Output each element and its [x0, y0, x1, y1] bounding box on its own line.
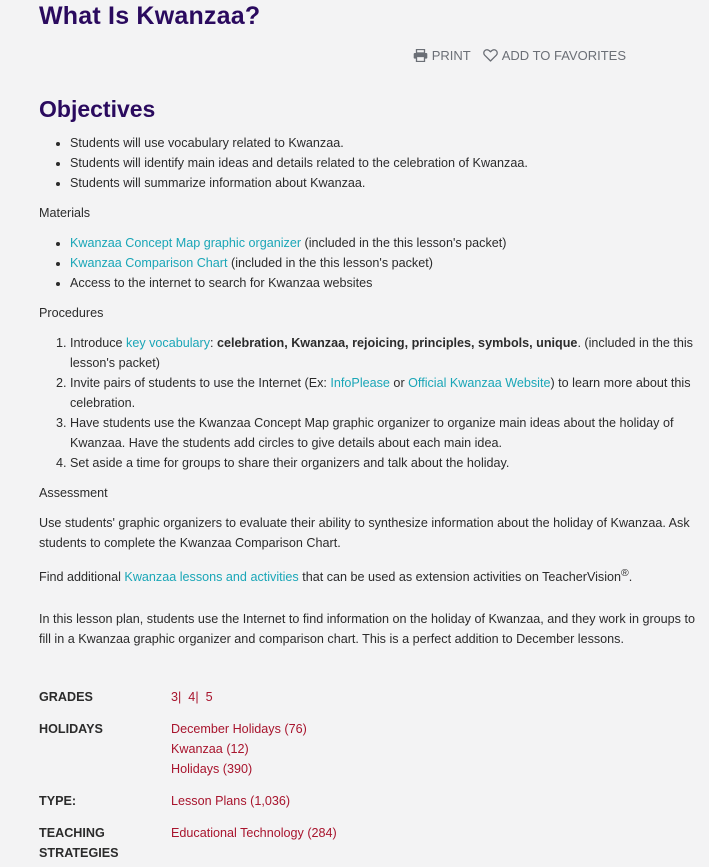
material-item: • Kwanzaa Comparison Chart (included in the this lesson's packet): [70, 253, 699, 273]
holiday-link[interactable]: Kwanzaa: [171, 742, 223, 756]
favorites-label: ADD TO FAVORITES: [501, 48, 626, 63]
concept-map-link[interactable]: Kwanzaa Concept Map graphic organizer: [70, 236, 302, 250]
add-to-favorites-button[interactable]: [483, 48, 626, 63]
objective-item: • Students will identify main ideas and details related to the celebration of Kwanzaa.: [70, 153, 699, 173]
page-title: What Is Kwanzaa?: [39, 2, 261, 30]
objectives-list: [39, 133, 699, 193]
key-vocabulary-link[interactable]: key vocabulary: [126, 336, 211, 350]
strategies-label: TEACHING STRATEGIES: [39, 826, 119, 860]
objective-item: • Students will use vocabulary related to Kwanzaa.: [70, 133, 699, 153]
grade-link[interactable]: 4: [188, 690, 196, 704]
objectives-heading: Objectives: [39, 96, 156, 122]
lesson-taxonomy: [39, 687, 679, 867]
material-item: • Access to the internet to search for Kwanzaa websites: [70, 273, 699, 293]
procedure-step: 2. Invite pairs of students to use the Internet (Ex: InfoPlease or Official Kwanzaa Website) to learn more about this celebration.: [70, 373, 699, 413]
type-row: TYPE: Lesson Plans (1,036): [39, 791, 679, 811]
materials-label: Materials: [39, 206, 91, 220]
type-label: TYPE:: [39, 794, 77, 808]
strategy-link[interactable]: Educational Technology: [171, 826, 304, 840]
procedure-step: 3. Have students use the Kwanzaa Concept Map graphic organizer to organize main ideas about the holiday of Kwanzaa. Have the students add circles to give details about each main idea.: [70, 413, 699, 453]
holiday-item: December Holidays (76): [171, 722, 307, 736]
holiday-link[interactable]: December Holidays: [171, 722, 281, 736]
assessment-text: Use students' graphic organizers to evaluate their ability to synthesize information about the holiday of Kwanzaa. Ask students to complete the Kwanzaa Comparison Chart.: [39, 516, 690, 550]
grades-row: [39, 687, 679, 707]
holiday-item: Holidays (390): [171, 762, 253, 776]
comparison-chart-link[interactable]: Kwanzaa Comparison Chart: [70, 256, 228, 270]
infoplease-link[interactable]: InfoPlease: [330, 376, 390, 390]
type-link[interactable]: Lesson Plans: [171, 794, 247, 808]
holiday-link[interactable]: Holidays: [171, 762, 220, 776]
print-button[interactable]: [413, 48, 471, 63]
procedures-label: Procedures: [39, 306, 104, 320]
official-kwanzaa-website-link[interactable]: Official Kwanzaa Website: [408, 376, 551, 390]
procedures-list: [39, 333, 699, 473]
materials-list: [39, 233, 699, 293]
page-actions: [413, 48, 626, 63]
grade-link[interactable]: 3: [171, 690, 179, 704]
strategies-row: TEACHING STRATEGIES Educational Technology (284): [39, 823, 679, 863]
lesson-content: [39, 133, 699, 649]
material-item: • Kwanzaa Concept Map graphic organizer (included in the this lesson's packet): [70, 233, 699, 253]
grades-values: 3| 4| 5: [171, 690, 213, 704]
heart-icon: [483, 49, 498, 62]
holidays-label: HOLIDAYS: [39, 722, 103, 736]
find-additional-text: Find additional Kwanzaa lessons and activities that can be used as extension activities on TeacherVision®.: [39, 567, 633, 585]
assessment-label: Assessment: [39, 486, 108, 500]
lesson-summary: In this lesson plan, students use the Internet to find information on the holiday of Kwanzaa, and they work in groups to fill in a Kwanzaa graphic organizer and comparison chart. This is a perfect addition to December lessons.: [39, 612, 695, 647]
vocabulary-words: celebration, Kwanzaa, rejoicing, principles, symbols, unique: [217, 336, 578, 350]
holidays-row: [39, 719, 679, 779]
printer-icon: [413, 49, 428, 62]
procedure-step: 4. Set aside a time for groups to share their organizers and talk about the holiday.: [70, 453, 699, 473]
kwanzaa-lessons-link[interactable]: Kwanzaa lessons and activities: [124, 570, 299, 585]
holidays-values: [171, 719, 307, 779]
print-label: PRINT: [431, 48, 471, 63]
objective-item: • Students will summarize information about Kwanzaa.: [70, 173, 699, 193]
holiday-item: Kwanzaa (12): [171, 742, 249, 756]
grade-link[interactable]: 5: [205, 690, 213, 704]
grades-label: GRADES: [39, 690, 93, 704]
procedure-step: 1. Introduce key vocabulary: celebration, Kwanzaa, rejoicing, principles, symbols, unique. (included in the this lesson's packet): [70, 333, 699, 373]
